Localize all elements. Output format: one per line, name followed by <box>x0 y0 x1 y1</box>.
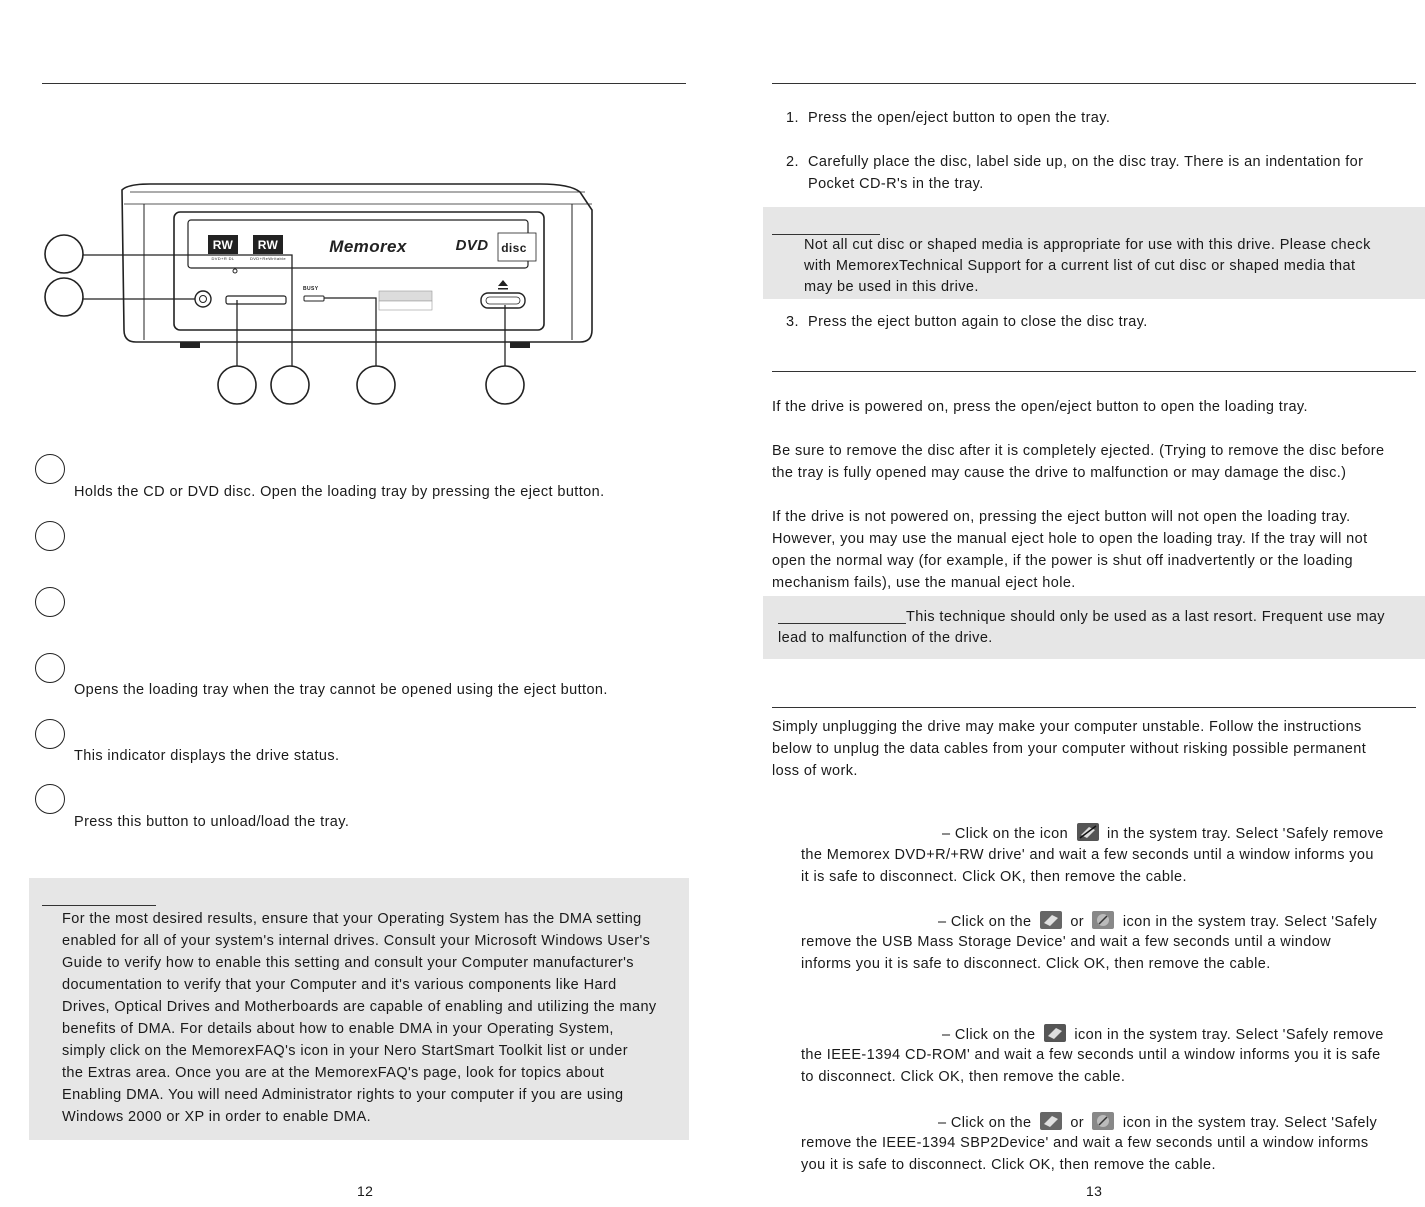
instruction-text: or <box>1070 1115 1085 1131</box>
paragraph-line: Simply unplugging the drive may make your computer unstable. Follow the instructions <box>772 719 1362 735</box>
eject-paragraph <box>772 506 1368 594</box>
note-line: simply click on the MemorexFAQ's icon in your Nero StartSmart Toolkit list or under <box>62 1043 628 1059</box>
usb-instruction-1-line: it is safe to disconnect. Click OK, then remove the cable. <box>801 869 1187 885</box>
instruction-text: – Click on the <box>938 914 1032 930</box>
dvd-logo: DVD <box>455 237 489 254</box>
busy-indicator <box>304 296 324 301</box>
firewire-instruction-1 <box>942 1022 1384 1046</box>
firewire-instruction-2-line: you it is safe to disconnect. Click OK, then remove the cable. <box>801 1157 1216 1173</box>
diagram-callout-circle <box>357 366 395 404</box>
section-rule <box>772 371 1416 372</box>
callout-description: Press this button to unload/load the tray. <box>74 814 350 830</box>
note-line: lead to malfunction of the drive. <box>778 630 993 646</box>
section-rule <box>772 707 1416 708</box>
eject-hardware-icon <box>1090 1110 1116 1132</box>
callout-description: Holds the CD or DVD disc. Open the loading tray by pressing the eject button. <box>74 484 605 500</box>
callout-circle <box>35 521 65 551</box>
svg-text:RW: RW <box>257 238 279 252</box>
svg-text:disc: disc <box>501 241 527 255</box>
instruction-text: in the system tray. Select 'Safely remove <box>1106 826 1384 842</box>
instruction-text: icon in the system tray. Select 'Safely remove <box>1074 1027 1384 1043</box>
paragraph-line: loss of work. <box>772 763 858 779</box>
firewire-instruction-2 <box>938 1110 1377 1134</box>
disc-tray-slot <box>226 296 286 304</box>
paragraph-line: If the drive is not powered on, pressing the eject button will not open the loading tray. <box>772 509 1351 525</box>
instruction-text: – Click on the <box>938 1115 1032 1131</box>
safely-remove-hardware-icon <box>1038 1110 1064 1132</box>
step-number: 3. <box>786 314 799 330</box>
instruction-text: – Click on the <box>942 1027 1036 1043</box>
page-number-right: 13 <box>1086 1183 1103 1199</box>
instruction-text: icon in the system tray. Select 'Safely <box>1122 914 1378 930</box>
page-number-left: 12 <box>357 1183 374 1199</box>
note-line: For the most desired results, ensure that your Operating System has the DMA setting <box>62 911 642 927</box>
firewire-instruction-2-line: remove the IEEE-1394 SBP2Device' and wait a few seconds until a window informs <box>801 1135 1369 1151</box>
svg-text:RW: RW <box>212 238 234 252</box>
step-number: 2. <box>786 154 799 170</box>
dma-note-text <box>62 908 657 1128</box>
usb-instruction-1 <box>942 821 1384 845</box>
eject-hardware-icon <box>1090 909 1116 931</box>
svg-text:DVD+R DL: DVD+R DL <box>211 256 235 261</box>
note-line: Enabling DMA. You will need Administrator rights to your computer if you are using <box>62 1087 624 1103</box>
safely-remove-hardware-icon <box>1038 909 1064 931</box>
callout-circle <box>35 454 65 484</box>
note-line: the Extras area. Once you are at the MemorexFAQ's page, look for topics about <box>62 1065 605 1081</box>
firewire-instruction-1-line: to disconnect. Click OK, then remove the cable. <box>801 1069 1126 1085</box>
note-line: may be used in this drive. <box>804 279 979 295</box>
eject-paragraph: If the drive is powered on, press the open/eject button to open the loading tray. <box>772 399 1308 415</box>
step-2-text: Pocket CD-R's in the tray. <box>808 176 984 192</box>
cut-disc-note-text <box>804 235 1371 298</box>
usb-instruction-2 <box>938 909 1377 933</box>
compact-disc-logo <box>498 233 536 261</box>
callout-circle <box>35 653 65 683</box>
paragraph-line: Be sure to remove the disc after it is completely ejected. (Trying to remove the disc before <box>772 443 1385 459</box>
note-heading-rule <box>42 905 156 906</box>
callout-circle <box>35 719 65 749</box>
instruction-text: – Click on the icon <box>942 826 1069 842</box>
paragraph-line: mechanism fails), use the manual eject hole. <box>772 575 1076 591</box>
diagram-callout-circle <box>45 235 83 273</box>
callout-circle <box>35 587 65 617</box>
instruction-text: icon in the system tray. Select 'Safely <box>1122 1115 1378 1131</box>
usb-instruction-2-line: remove the USB Mass Storage Device' and wait a few seconds until a window <box>801 934 1332 950</box>
note-line: This technique should only be used as a last resort. Frequent use may <box>906 609 1385 625</box>
step-1-text: Press the open/eject button to open the tray. <box>808 110 1111 126</box>
paragraph-line: However, you may use the manual eject hole to open the loading tray. If the tray will not <box>772 531 1368 547</box>
note-line: Windows 2000 or XP in order to enable DMA. <box>62 1109 372 1125</box>
note-line: Drives, Optical Drives and Motherboards are capable of enabling and utilizing the many <box>62 999 657 1015</box>
diagram-callout-circle <box>45 278 83 316</box>
note-line: enabled for all of your system's internal drives. Consult your Microsoft Windows User's <box>62 933 651 949</box>
safely-remove-hardware-icon <box>1042 1022 1068 1044</box>
callout-description: Opens the loading tray when the tray cannot be opened using the eject button. <box>74 682 608 698</box>
svg-text:DVD+ReWritable: DVD+ReWritable <box>249 256 287 261</box>
safely-remove-hardware-icon <box>1075 821 1101 843</box>
unplug-paragraph <box>772 716 1366 782</box>
diagram-callout-circle <box>218 366 256 404</box>
rw-logo-dvd-rewritable <box>250 235 286 261</box>
step-2-text: Carefully place the disc, label side up, on the disc tray. There is an indentation for <box>808 154 1364 170</box>
usb-instruction-1-line: the Memorex DVD+R/+RW drive' and wait a few seconds until a window informs you <box>801 847 1374 863</box>
svg-text:BUSY: BUSY <box>303 286 319 292</box>
paragraph-line: below to unplug the data cables from your computer without risking possible permanent <box>772 741 1367 757</box>
step-3-text: Press the eject button again to close the disc tray. <box>808 314 1148 330</box>
left-header-rule <box>42 83 686 84</box>
step-number: 1. <box>786 110 799 126</box>
instruction-text: or <box>1070 914 1085 930</box>
callout-circle <box>35 784 65 814</box>
note-line: Guide to verify how to enable this setting and consult your Computer manufacturer's <box>62 955 634 971</box>
note-line: Not all cut disc or shaped media is appropriate for use with this drive. Please check <box>804 237 1371 253</box>
eject-paragraph <box>772 440 1385 484</box>
rw-logo-dvd-r-dl <box>208 235 238 261</box>
callout-description: This indicator displays the drive status. <box>74 748 340 764</box>
paragraph-line: open the normal way (for example, if the power is shut off inadvertently or the loading <box>772 553 1353 569</box>
note-line: with MemorexTechnical Support for a current list of cut disc or shaped media that <box>804 258 1356 274</box>
note-line: documentation to verify that your Computer and it's various components like Hard <box>62 977 617 993</box>
diagram-callout-circle <box>486 366 524 404</box>
memorex-brand-logo: Memorex <box>329 237 407 256</box>
right-header-rule <box>772 83 1416 84</box>
drive-front-illustration <box>40 180 600 410</box>
diagram-callout-circle <box>271 366 309 404</box>
firewire-instruction-1-line: the IEEE-1394 CD-ROM' and wait a few seconds until a window informs you it is safe <box>801 1047 1381 1063</box>
usb-instruction-2-line: informs you it is safe to disconnect. Click OK, then remove the cable. <box>801 956 1271 972</box>
note-line: benefits of DMA. For details about how to enable DMA in your Operating System, <box>62 1021 614 1037</box>
note-heading-rule <box>778 623 906 624</box>
paragraph-line: the tray is fully opened may cause the drive to malfunction or may damage the disc.) <box>772 465 1347 481</box>
